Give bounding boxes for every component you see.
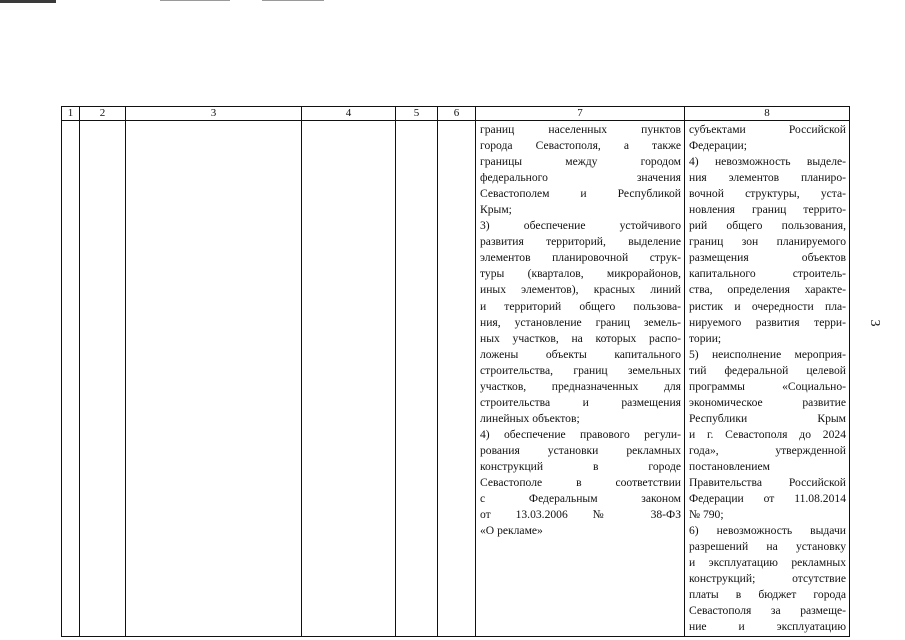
text-line: Республики Крым xyxy=(689,411,846,425)
text-line: субъектами Российской xyxy=(689,123,846,136)
text-line: нируемого развития терри- xyxy=(689,315,846,329)
cell-col-5 xyxy=(396,121,438,637)
text-line: Крым; xyxy=(480,203,512,217)
text-line: конструкций; отсутствие xyxy=(689,572,846,586)
text-line: города Севастополя, а также xyxy=(480,139,681,153)
text-line: тории; xyxy=(689,331,722,345)
cell-col-6 xyxy=(438,121,476,637)
table-row xyxy=(62,121,850,637)
page-number: 3 xyxy=(867,319,882,327)
text-line: 3) обеспечение устойчивого xyxy=(480,219,681,233)
text-line: тий федеральной целевой xyxy=(689,363,846,377)
cell-col-3 xyxy=(126,121,302,637)
text-line: ристик и очередности пла- xyxy=(689,299,846,313)
text-line: и территорий общего пользова- xyxy=(480,299,681,313)
text-line: элементов планировочной струк- xyxy=(480,251,681,265)
column-8-text xyxy=(685,121,849,636)
cell-col-4 xyxy=(302,121,396,637)
text-line: капитального строитель- xyxy=(689,267,846,281)
text-line: и эксплуатацию рекламных xyxy=(689,556,846,570)
text-line: туры (кварталов, микрорайонов, xyxy=(480,267,681,281)
text-line: федерального значения xyxy=(480,171,681,185)
text-line: года», утвержденной xyxy=(689,443,846,457)
text-line: Федерации от 11.08.2014 xyxy=(689,492,846,506)
text-line: участков, предназначенных для xyxy=(480,379,681,393)
text-line: ных участков, на которых распо- xyxy=(480,331,681,345)
column-7-text xyxy=(476,121,684,539)
cell-col-1 xyxy=(62,121,80,637)
text-line: разрешений на установку xyxy=(689,540,846,554)
text-line: от 13.03.2006 № 38-ФЗ xyxy=(480,508,681,522)
cell-col-2 xyxy=(80,121,126,637)
text-line: 4) обеспечение правового регули- xyxy=(480,427,681,441)
text-line: линейных объектов; xyxy=(480,411,580,425)
column-header-7: 7 xyxy=(476,107,685,121)
text-line: и г. Севастополя до 2024 xyxy=(689,427,846,441)
text-line: экономическое развитие xyxy=(689,395,846,409)
text-line: Севастополем и Республикой xyxy=(480,187,681,201)
text-line: рования установки рекламных xyxy=(480,443,681,457)
cell-col-7 xyxy=(476,121,685,637)
cell-col-8 xyxy=(685,121,850,637)
scan-artifact-mark xyxy=(160,0,230,1)
text-line: с Федеральным законом xyxy=(480,492,681,506)
text-line: Севастополе в соответствии xyxy=(480,476,681,490)
text-line: границ зон планируемого xyxy=(689,235,846,249)
text-line: «О рекламе» xyxy=(480,524,543,538)
text-line: ложены объекты капитального xyxy=(480,347,681,361)
text-line: конструкций в городе xyxy=(480,459,681,473)
text-line: 4) невозможность выделе- xyxy=(689,155,846,169)
text-line: 6) невозможность выдачи xyxy=(689,524,846,538)
text-line: вочной структуры, уста- xyxy=(689,187,846,201)
text-line: границ населенных пунктов xyxy=(480,123,681,136)
text-line: постановлением xyxy=(689,459,770,473)
column-header-3: 3 xyxy=(126,107,302,121)
text-line: границы между городом xyxy=(480,155,681,169)
text-line: Федерации; xyxy=(689,139,747,153)
document-table xyxy=(61,106,850,637)
column-header-8: 8 xyxy=(685,107,850,121)
column-header-2: 2 xyxy=(80,107,126,121)
text-line: размещения объектов xyxy=(689,251,846,265)
text-line: строительства, границ земельных xyxy=(480,363,681,377)
column-header-6: 6 xyxy=(438,107,476,121)
column-header-4: 4 xyxy=(302,107,396,121)
text-line: развития территорий, выделение xyxy=(480,235,681,249)
text-line: Севастополя за размеще- xyxy=(689,604,846,618)
column-header-1: 1 xyxy=(62,107,80,121)
text-line: иных элементов), красных линий xyxy=(480,283,681,297)
table-header-row xyxy=(62,107,850,121)
scan-artifact-mark xyxy=(262,0,324,1)
text-line: ния элементов планиро- xyxy=(689,171,846,185)
text-line: программы «Социально- xyxy=(689,379,846,393)
text-line: рий общего пользования, xyxy=(689,219,846,233)
text-line: Правительства Российской xyxy=(689,476,846,490)
text-line: платы в бюджет города xyxy=(689,588,846,602)
text-line: ния, установление границ земель- xyxy=(480,315,681,329)
text-line: ства, определения характе- xyxy=(689,283,846,297)
text-line: ние и эксплуатацию xyxy=(689,620,846,634)
column-header-5: 5 xyxy=(396,107,438,121)
text-line: новления границ террито- xyxy=(689,203,846,217)
text-line: строительства и размещения xyxy=(480,395,681,409)
scan-artifact-mark xyxy=(0,0,56,3)
text-line: 5) неисполнение мероприя- xyxy=(689,347,846,361)
text-line: № 790; xyxy=(689,508,724,522)
